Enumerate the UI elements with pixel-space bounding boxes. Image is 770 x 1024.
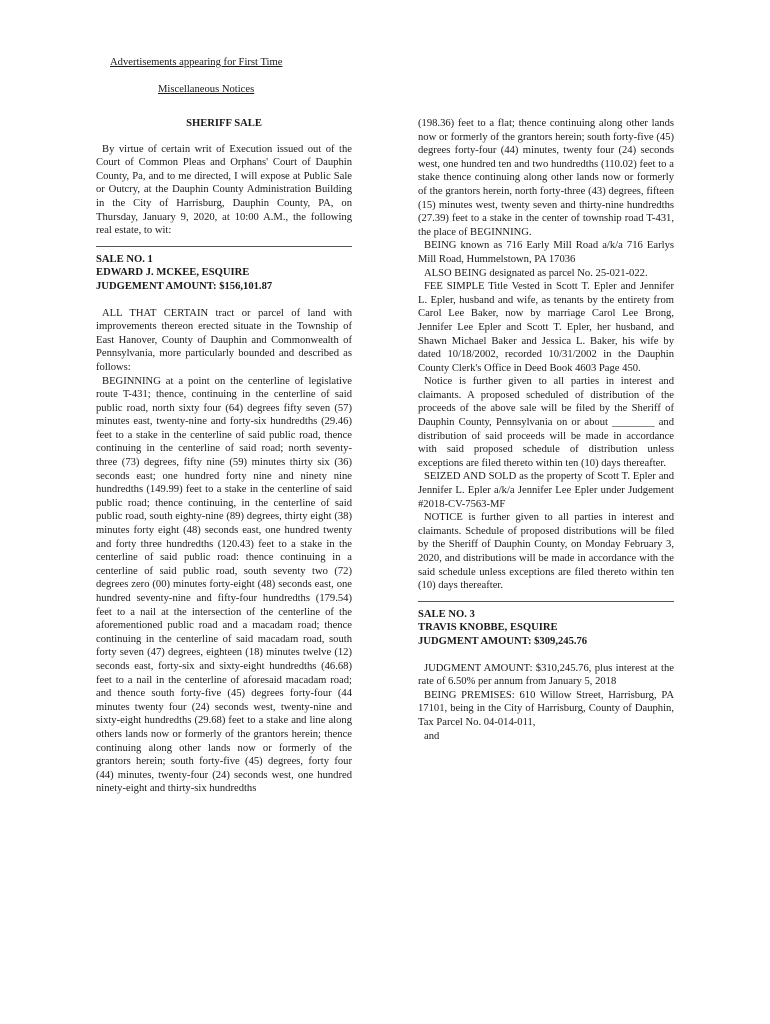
sheriff-sale-title: SHERIFF SALE bbox=[186, 118, 262, 129]
divider bbox=[418, 601, 674, 602]
sale-3-paragraph: and bbox=[424, 730, 440, 742]
divider bbox=[96, 246, 352, 247]
sale-1-amount: JUDGEMENT AMOUNT: $156,101.87 bbox=[96, 280, 273, 292]
sale-3-paragraph: JUDGMENT AMOUNT: $310,245.76, plus interest at the rate of 6.50% per annum from January 5, 2018 bbox=[418, 662, 674, 688]
sale-1-paragraph: ALSO BEING designated as parcel No. 25-021-022. bbox=[424, 267, 648, 279]
sale-3-paragraph: BEING PREMISES: 610 Willow Street, Harrisburg, PA 17101, being in the City of Harrisburg, County of Dauphin, Tax Parcel No. 04-014-011, bbox=[418, 689, 674, 728]
section-heading: Advertisements appearing for First Time bbox=[110, 57, 283, 68]
sale-3-amount: JUDGMENT AMOUNT: $309,245.76 bbox=[418, 635, 588, 647]
sale-1-attorney: EDWARD J. MCKEE, ESQUIRE bbox=[96, 267, 250, 279]
sale-3-number: SALE NO. 3 bbox=[418, 608, 475, 620]
sale-3-attorney: TRAVIS KNOBBE, ESQUIRE bbox=[418, 622, 558, 634]
sale-1-paragraph: FEE SIMPLE Title Vested in Scott T. Epler and Jennifer L. Epler, husband and wife, as tenants by the entirety from Carol Lee Baker, now by marriage Carol Lee Brong, Jennifer Lee Epler and Scott T. Epler, her husband, and Shawn Michael Baker and Jessica L. Baker, his wife by dated 10/18/2002, recorded 10/31/2002 in the Dauphin County Clerk's Office in Deed Book 4603 Page 450. bbox=[418, 281, 674, 374]
left-column bbox=[96, 117, 352, 796]
sheriff-sale-intro: By virtue of certain writ of Execution issued out of the Court of Common Pleas and Orphans' Court of Dauphin County, Pa, and to me directed, I will expose at Public Sale or Outcry, at the Dauphin County Administration Building in the City of Harrisburg, Dauphin County, PA, on Thursday, January 9, 2020, at 10:00 A.M., the following real estate, to wit: bbox=[96, 143, 352, 237]
sale-1-paragraph: Notice is further given to all parties in interest and claimants. A proposed scheduled of distribution of the proceeds of the above sale will be filed by the Sheriff of Dauphin County, Pennsylvania on or about ________ and distribution of said proceeds will be made in accordance with said proposed schedule of distribution unless exceptions are filed thereto within ten (10) days thereafter. bbox=[418, 376, 674, 469]
page-header bbox=[110, 56, 350, 96]
sale-1-paragraph: (198.36) feet to a flat; thence continuing along other lands now or formerly of the grantors herein; south forty-five (45) degrees forty-four (44) minutes, twenty four (24) seconds west, one hundred ten and two hundredths (110.02) feet to a stake thence continuing along other lands now or formerly of the grantors herein, north forty-three (43) degrees, fifteen (15) minutes west, twenty seven and thirty-nine hundredths (27.39) feet to a stake in the center of township road T-431, the place of BEGINNING. bbox=[418, 118, 674, 238]
sale-1-paragraph: SEIZED AND SOLD as the property of Scott T. Epler and Jennifer L. Epler a/k/a Jennifer Lee Epler under Judgement #2018-CV-7563-MF bbox=[418, 471, 674, 510]
category-heading: Miscellaneous Notices bbox=[158, 83, 255, 95]
sale-1-paragraph: NOTICE is further given to all parties in interest and claimants. Schedule of proposed distributions will be filed by the Sheriff of Dauphin County, on Monday February 3, 2020, and distributions will be made in accordance with the said schedule unless exceptions are filed thereto within ten (10) days thereafter. bbox=[418, 512, 674, 592]
sale-1-paragraph: BEGINNING at a point on the centerline of legislative route T-431; thence, continuing in the centerline of said public road, north sixty four (64) degrees fifty seven (57) minutes east, twenty-nine and forty-six hundredths (29.46) feet to a stake in the centerline of said public road, thence continuing in the centerline of said road; north seventy-three (73) degrees, fifty nine (59) minutes thirty six (36) seconds east; one hundred forty nine and ninety nine hundredths (149.99) feet to a stake in the centerline of said public road; thence continuing, in the centerline of said public road, south eighty-nine (89) degrees, thirty eight (38) minutes forty eight (48) seconds east, one hundred twenty and forty three hundredths (120.43) feet to a stake in the centerline of said public road: thence continuing in a centerline of said public road, south seventy two (72) degrees zero (00) minutes forty-eight (48) seconds east, one hundred seventy-nine and fifty-four hundredths (179.54) feet to a nail at the intersection of the centerline of the aforementioned public road and a macadam road; thence continuing in the centerline of said macadam road, south forty seven (47) degrees, eighteen (18) minutes twelve (12) seconds east, forty-six and sixty-eight hundredths (46.68) feet to a nail in the centerline of aforesaid macadam road; and thence south forty-five (45) degrees forty-four (44 minutes twenty four (24) seconds west, twenty-nine and sixty-eight hundredths (29.68) feet to a stake and line along others lands now or formerly of the grantors herein; thence continuing along other lands now or formerly of the grantors herein; south forty-five (45) degrees, forty four (44) minutes, twenty-four (24) seconds west, one hundred ninety-eight and thirty-six hundredths bbox=[96, 375, 352, 795]
right-column bbox=[418, 117, 674, 743]
sale-1-paragraph: ALL THAT CERTAIN tract or parcel of land with improvements thereon erected situate in the Township of East Hanover, County of Dauphin and Commonwealth of Pennsylvania, more particularly bounded and described as follows: bbox=[96, 307, 352, 373]
sale-1-paragraph: BEING known as 716 Early Mill Road a/k/a 716 Earlys Mill Road, Hummelstown, PA 17036 bbox=[418, 240, 674, 265]
sale-1-number: SALE NO. 1 bbox=[96, 253, 153, 265]
